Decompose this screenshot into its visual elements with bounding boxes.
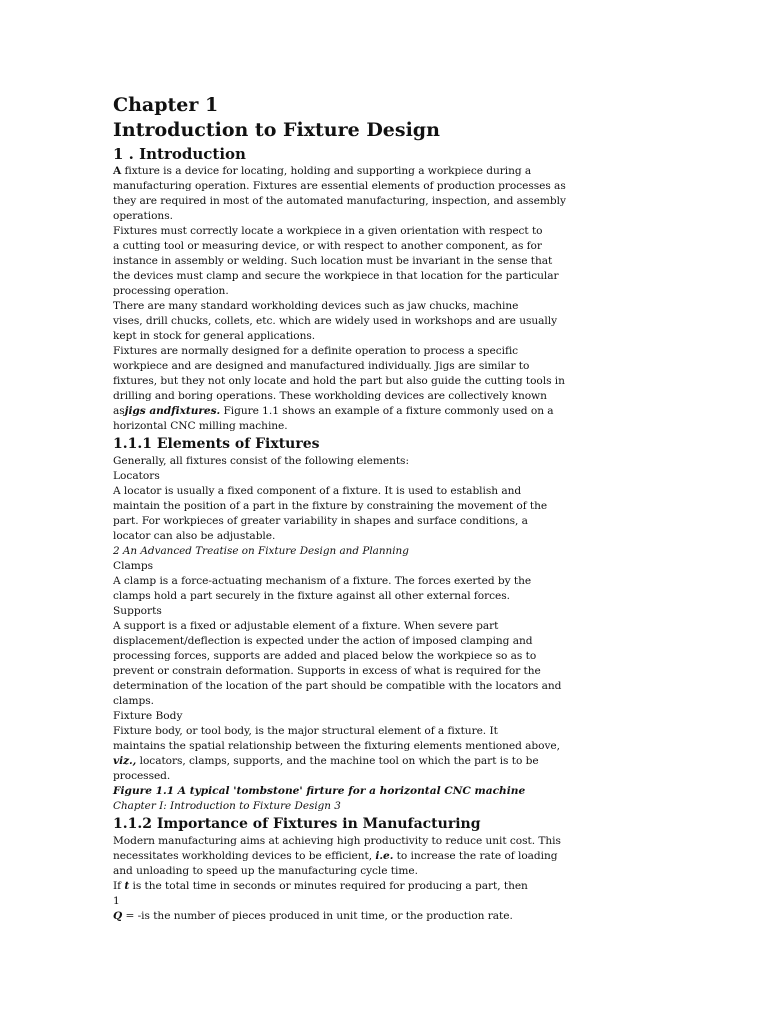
intro-paragraph-4: Fixtures are normally designed for a definite operation to process a specific workpiece and are designed and manufactured individually. Jigs are similar to fixtures, but they not only locate and hold the part but also guide the cutting tools in drilling and boring operations. These workholding devices are collectively known asjigs andfixtures. Figure 1.1 shows an example of a fixture commonly used on a horizontal CNC milling machine. — [113, 345, 565, 432]
label-supports: Supports — [113, 605, 162, 617]
importance-paragraph: Modern manufacturing aims at achieving high productivity to reduce unit cost. This necessitates workholding devices to be efficient, i.e. to increase the rate of loading and unloading to speed up the manufacturing cycle time. If t is the total time in seconds or minutes required for producing a part, then 1 Q = -is the number of pieces produced in unit time, or the production rate. — [113, 835, 561, 922]
section-heading-introduction: 1 . Introduction — [113, 145, 246, 163]
figure-caption: Figure 1.1 A typical 'tombstone' firture for a horizontal CNC machine — [113, 785, 526, 797]
locators-paragraph: A locator is usually a fixed component of a fixture. It is used to establish and maintain the position of a part in the fixture by constraining the movement of the part. For workpieces of greater variability in shapes and surface conditions, a locator can also be adjustable. — [113, 485, 548, 542]
intro-paragraph-1: A fixture is a device for locating, holding and supporting a workpiece during a manufacturing operation. Fixtures are essential elements of production processes as they are required in most of the automated manufacturing, inspection, and assembly operations. — [113, 165, 566, 222]
chapter-title: Introduction to Fixture Design — [113, 119, 440, 141]
chapter-heading: Chapter 1 — [113, 94, 219, 116]
emphasis-jigs-fixtures: jigs andfixtures. — [124, 405, 221, 417]
label-fixture-body: Fixture Body — [113, 710, 183, 722]
clamps-paragraph: A clamp is a force-actuating mechanism of a fixture. The forces exerted by the clamps hold a part securely in the fixture against all other external forces. — [113, 575, 532, 602]
variable-t: t — [124, 880, 130, 892]
section-heading-importance: 1.1.2 Importance of Fixtures in Manufacturing — [113, 816, 481, 832]
fixture-body-paragraph: Fixture body, or tool body, is the major structural element of a fixture. It maintains the spatial relationship between the fixturing elements mentioned above, viz., locators, clamps, supports, and the machine tool on which the part is to be processed. — [113, 725, 560, 782]
label-locators: Locators — [113, 470, 160, 482]
emphasis-ie: i.e. — [375, 850, 394, 862]
document-page — [113, 93, 566, 924]
elements-intro: Generally, all fixtures consist of the following elements: — [113, 455, 409, 467]
running-head-2: Chapter I: Introduction to Fixture Design 3 — [113, 800, 341, 812]
intro-paragraph-3: There are many standard workholding devices such as jaw chucks, machine vises, drill chucks, collets, etc. which are widely used in workshops and are usually kept in stock for general applications. — [113, 300, 557, 342]
supports-paragraph: A support is a fixed or adjustable element of a fixture. When severe part displacement/deflection is expected under the action of imposed clamping and processing forces, supports are added and placed below the workpiece so as to prevent or constrain deformation. Supports in excess of what is required for the determination of the location of the part should be compatible with the locators and clamps. — [113, 620, 562, 707]
label-clamps: Clamps — [113, 560, 154, 572]
variable-q: Q — [113, 910, 123, 922]
intro-paragraph-2: Fixtures must correctly locate a workpiece in a given orientation with respect to a cutting tool or measuring device, or with respect to another component, as for instance in assembly or welding. Such location must be invariant in the sense that the devices must clamp and secure the workpiece in that location for the particular processing operation. — [113, 225, 559, 297]
emphasis-viz: viz., — [113, 755, 137, 767]
fraction-numerator: 1 — [113, 895, 120, 907]
section-heading-elements: 1.1.1 Elements of Fixtures — [113, 436, 320, 452]
running-head-1: 2 An Advanced Treatise on Fixture Design and Planning — [113, 545, 409, 557]
lead-letter: A — [113, 165, 122, 177]
